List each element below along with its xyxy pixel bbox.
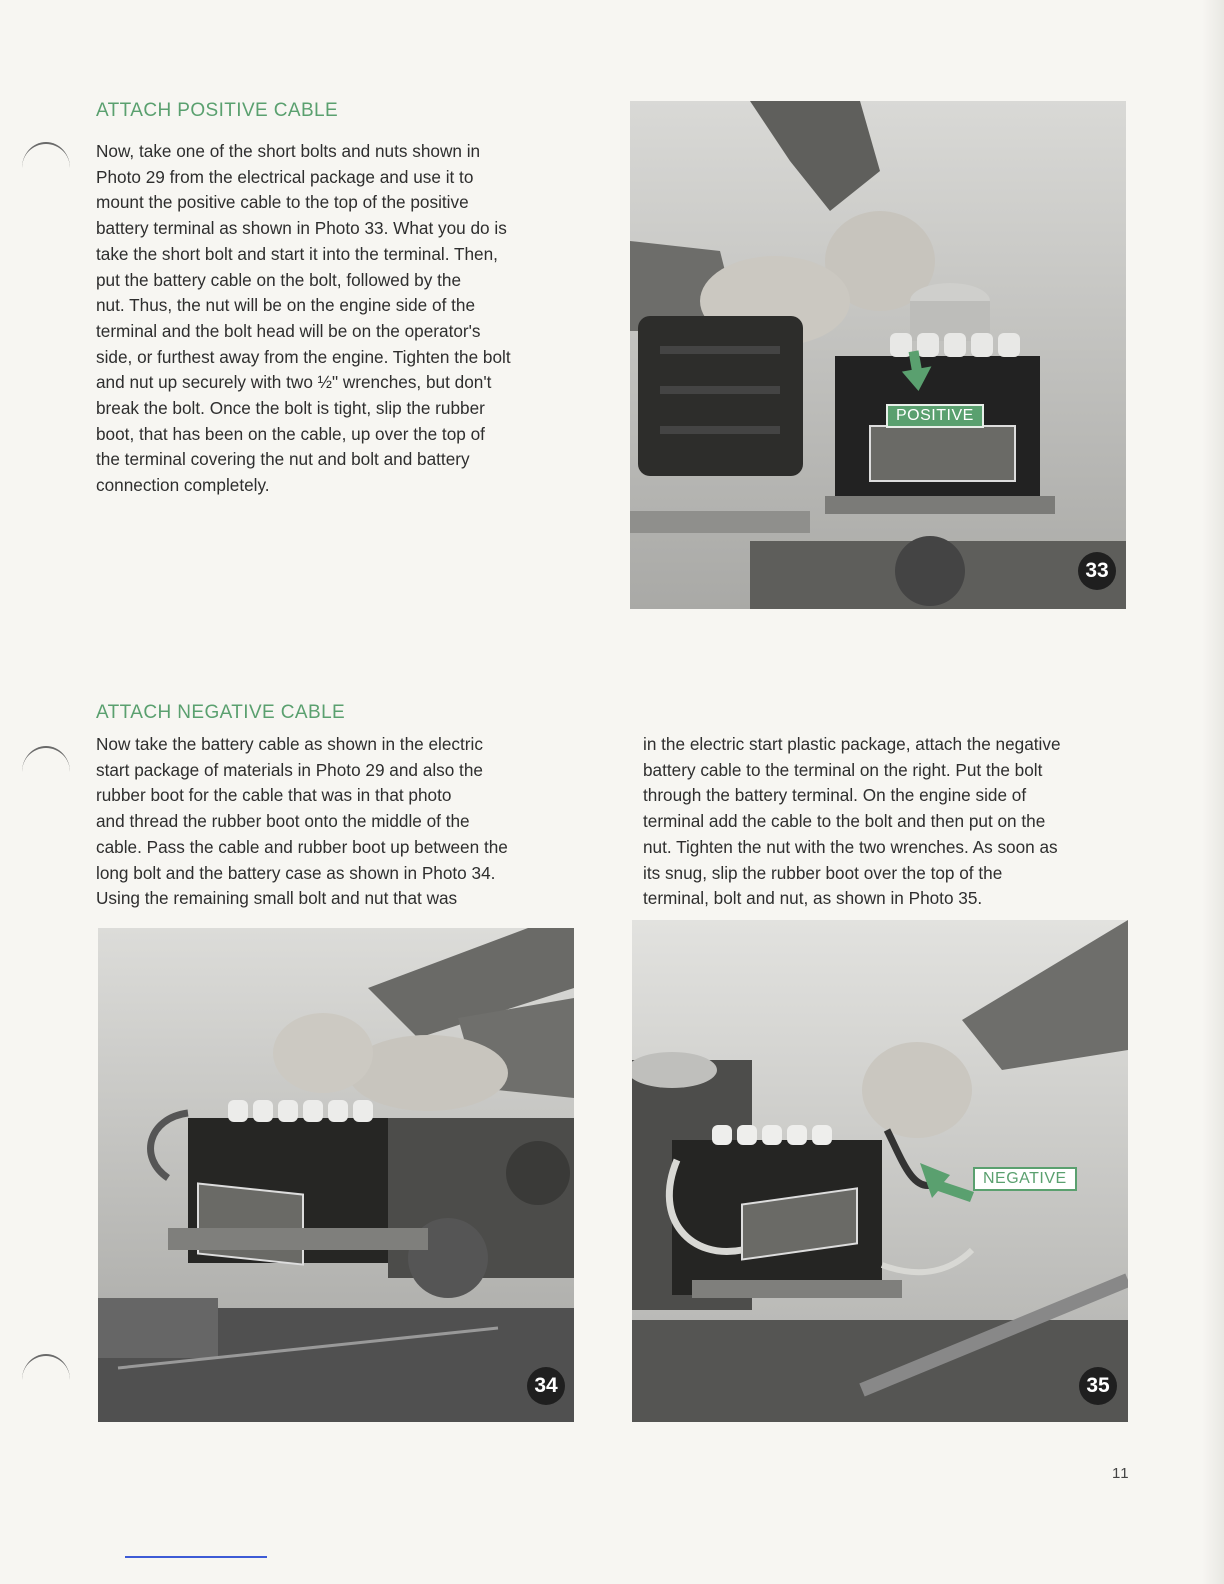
text-line: Now take the battery cable as shown in the electric: [96, 734, 483, 754]
text-line: in the electric start plastic package, attach the negative: [643, 734, 1061, 754]
text-line: put the battery cable on the bolt, followed by the: [96, 269, 461, 290]
text-line: nut. Thus, the nut will be on the engine side of the: [96, 295, 476, 316]
text-line: Using the remaining small bolt and nut that was: [96, 888, 458, 909]
text-line: its snug, slip the rubber boot over the top of the: [643, 862, 1003, 883]
text-line: and thread the rubber boot onto the middle of the: [96, 811, 470, 832]
text-line: long bolt and the battery case as shown in Photo 34.: [96, 862, 496, 883]
heading-attach-negative-cable: ATTACH NEGATIVE CABLE: [96, 702, 346, 723]
bottom-rule: [125, 1556, 267, 1558]
text-line: take the short bolt and start it into the terminal. Then,: [96, 243, 498, 264]
photo-34-negative-cable-routing: [98, 928, 574, 1422]
heading-attach-positive-cable: ATTACH POSITIVE CABLE: [96, 100, 339, 121]
text-line: and nut up securely with two ½" wrenches, but don't: [96, 372, 492, 393]
text-line: battery terminal as shown in Photo 33. What you do is: [96, 218, 507, 239]
text-line: break the bolt. Once the bolt is tight, slip the rubber: [96, 398, 485, 419]
text-line: cable. Pass the cable and rubber boot up between the: [96, 836, 508, 857]
negative-cable-instructions-left: [96, 732, 586, 912]
photo-33-illustration: [630, 101, 1126, 609]
text-line: Photo 29 from the electrical package and use it to: [96, 166, 474, 187]
text-line: nut. Tighten the nut with the two wrenches. As soon as: [643, 836, 1058, 857]
photo-number-badge: 33: [1078, 552, 1116, 590]
text-line: terminal, bolt and nut, as shown in Photo 35.: [643, 888, 983, 909]
text-line: Now, take one of the short bolts and nuts shown in: [96, 141, 481, 161]
positive-callout-label: POSITIVE: [886, 404, 984, 428]
text-line: battery cable to the terminal on the right. Put the bolt: [643, 759, 1043, 780]
binder-hole-mark: [22, 746, 70, 772]
text-line: through the battery terminal. On the engine side of: [643, 785, 1027, 806]
text-line: terminal and the bolt head will be on the operator's: [96, 320, 481, 341]
page-number: 11: [1112, 1465, 1130, 1482]
text-line: side, or furthest away from the engine. Tighten the bolt: [96, 346, 511, 367]
photo-34-illustration: [98, 928, 574, 1422]
photo-number-badge: 34: [527, 1367, 565, 1405]
binder-hole-mark: [22, 1354, 70, 1380]
text-line: terminal add the cable to the bolt and then put on the: [643, 811, 1046, 832]
text-line: mount the positive cable to the top of the positive: [96, 192, 469, 213]
photo-number-badge: 35: [1079, 1367, 1117, 1405]
text-line: boot, that has been on the cable, up over the top of: [96, 423, 485, 444]
photo-35-negative-cable-attached: [632, 920, 1128, 1422]
negative-callout-label: NEGATIVE: [973, 1167, 1077, 1191]
binder-hole-mark: [22, 142, 70, 168]
negative-cable-instructions-right: [643, 732, 1133, 912]
page-edge-shadow: [1202, 0, 1224, 1584]
text-line: the terminal covering the nut and bolt and battery: [96, 449, 470, 470]
text-line: start package of materials in Photo 29 and also the: [96, 759, 483, 780]
text-line: connection completely.: [96, 475, 270, 496]
text-line: rubber boot for the cable that was in that photo: [96, 785, 452, 806]
positive-cable-instructions: [96, 139, 586, 499]
photo-33-positive-cable: [630, 101, 1126, 609]
